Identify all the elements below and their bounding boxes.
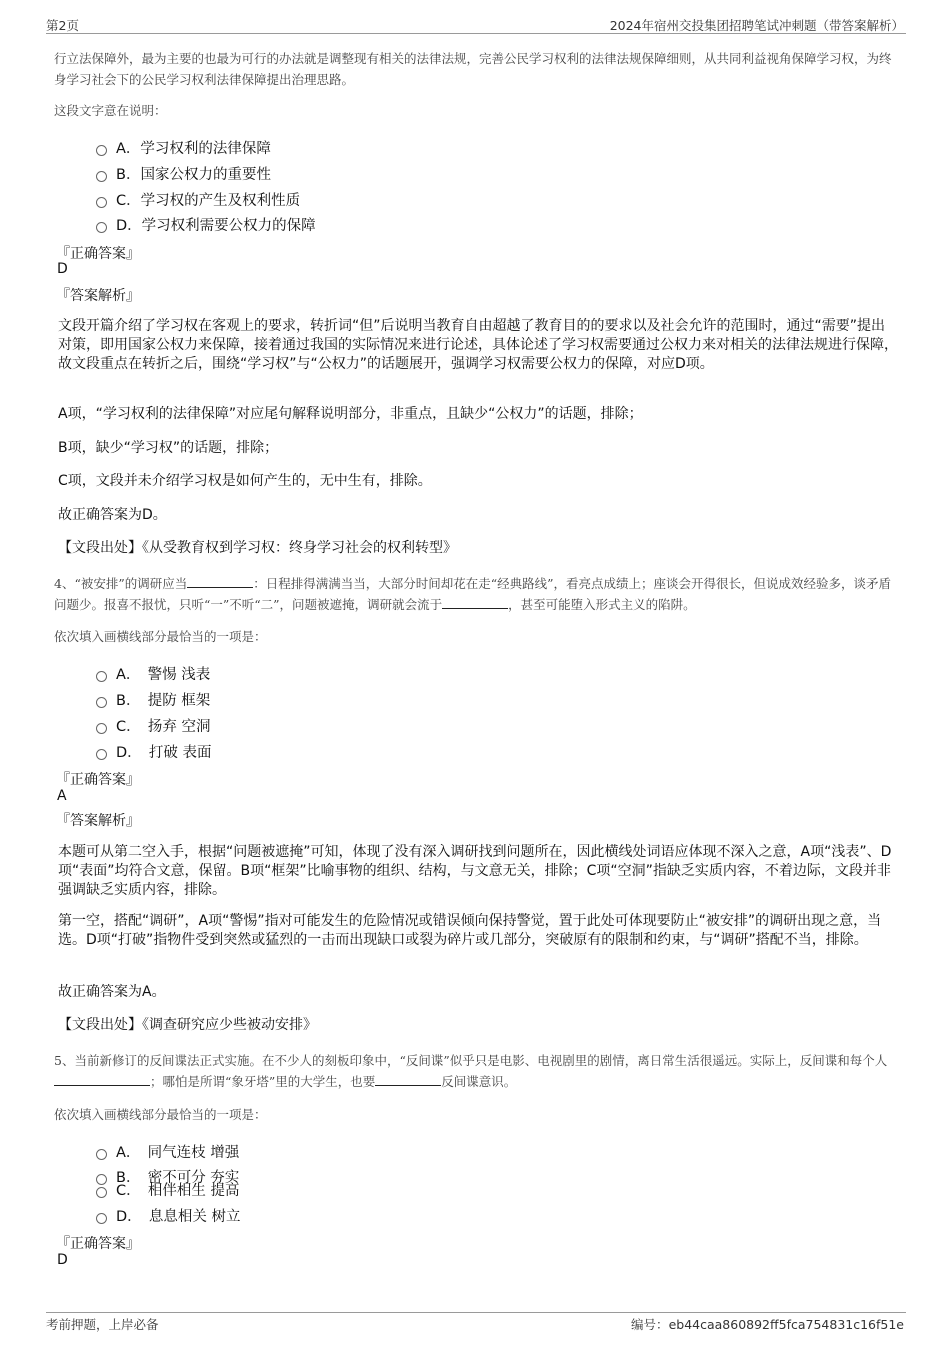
- page-number: 第2页: [46, 18, 79, 33]
- radio-icon[interactable]: [96, 749, 107, 760]
- radio-icon[interactable]: [96, 1149, 107, 1160]
- q5-option-a[interactable]: A． 同气连枝 增强: [96, 1141, 239, 1162]
- q4-answer-label: 『正确答案』: [56, 772, 140, 788]
- q4-analysis-p1: 本题可从第二空入手，根据“问题被遮掩”可知，体现了没有深入调研找到问题所在，因此横线处词语应体现不深入之意，A项“浅表”、D项“表面”均符合文意，保留。B项“框架”比喻事物的组织、结构，与文意无关，排除；C项“空洞”指缺乏实质内容，不着边际，文段并非强调缺乏实质内容，排除。: [58, 844, 892, 898]
- footer-slogan: 考前押题，上岸必备: [46, 1317, 159, 1332]
- q3-answer-label: 『正确答案』: [56, 246, 140, 262]
- q3-analysis-p2: A项，“学习权利的法律保障”对应尾句解释说明部分，非重点，且缺少“公权力”的话题，排除；: [58, 406, 643, 422]
- q4-option-d[interactable]: D． 打破 表面: [96, 741, 212, 762]
- radio-icon[interactable]: [96, 671, 107, 682]
- q5-blank-2: [375, 1072, 441, 1086]
- q4-stem: 4、“被安排”的调研应当 ：日程排得满满当当，大部分时间却花在走“经典路线”，看亮点成绩上；座谈会开得很长，但说成效经验多，谈矛盾问题少。报喜不报忧，只听“一”不听“二”，问题被遮掩，调研就会流于 ，甚至可能堕入形式主义的陷阱。: [54, 576, 892, 612]
- q3-option-d[interactable]: D．学习权利需要公权力的保障: [96, 214, 316, 235]
- q5-option-d[interactable]: D． 息息相关 树立: [96, 1205, 241, 1226]
- q4-source: 【文段出处】《调查研究应少些被动安排》: [58, 1017, 317, 1033]
- q4-blank-2: [442, 595, 508, 609]
- q5-answer-label: 『正确答案』: [56, 1236, 140, 1252]
- q4-option-a[interactable]: A． 警惕 浅表: [96, 663, 210, 684]
- radio-icon[interactable]: [96, 197, 107, 208]
- q5-stem: 5、当前新修订的反间谍法正式实施。在不少人的刻板印象中，“反间谍”似乎只是电影、电视剧里的剧情，离日常生活很遥远。实际上，反间谍和每个人；哪怕是所谓“象牙塔”里的大学生，也要 反间谍意识。: [54, 1053, 888, 1089]
- radio-icon[interactable]: [96, 145, 107, 156]
- radio-icon[interactable]: [96, 723, 107, 734]
- q5-option-b[interactable]: B． 密不可分 夯实: [96, 1166, 239, 1187]
- footer-divider: [46, 1312, 906, 1313]
- q5-option-c[interactable]: C． 相伴相生 提高: [96, 1179, 239, 1200]
- q4-option-b[interactable]: B． 提防 框架: [96, 689, 210, 710]
- radio-icon[interactable]: [96, 1213, 107, 1224]
- q3-source: 【文段出处】《从受教育权到学习权：终身学习社会的权利转型》: [58, 540, 457, 556]
- q3-analysis-label: 『答案解析』: [56, 288, 140, 304]
- q4-analysis-label: 『答案解析』: [56, 813, 140, 829]
- footer-code: 编号：eb44caa860892ff5fca754831c16f51e: [631, 1317, 904, 1332]
- q4-prompt: 依次填入画横线部分最恰当的一项是：: [54, 629, 267, 644]
- q3-analysis-p5: 故正确答案为D。: [58, 507, 167, 523]
- radio-icon[interactable]: [96, 697, 107, 708]
- radio-icon[interactable]: [96, 171, 107, 182]
- q4-analysis-p3: 故正确答案为A。: [58, 984, 166, 1000]
- radio-icon[interactable]: [96, 222, 107, 233]
- q3-prompt: 这段文字意在说明：: [54, 103, 167, 118]
- q3-analysis-p1: 文段开篇介绍了学习权在客观上的要求，转折词“但”后说明当教育自由超越了教育目的的要求以及社会允许的范围时，通过“需要”提出对策，即用国家公权力来保障，接着通过我国的实际情况来进行论述，具体论述了学习权需要通过公权力来对相关的法律法规进行保障，故文段重点在转折之后，围绕“学习权”与“公权力”的话题展开，强调学习权需要公权力的保障，对应D项。: [58, 318, 898, 372]
- q4-blank-1: [187, 574, 253, 588]
- q5-blank-1: [54, 1072, 150, 1086]
- q4-option-c[interactable]: C． 扬弃 空洞: [96, 715, 210, 736]
- document-title: 2024年宿州交投集团招聘笔试冲刺题（带答案解析）: [609, 18, 904, 33]
- q5-answer: D: [57, 1252, 68, 1268]
- q3-passage: 行立法保障外，最为主要的也最为可行的办法就是调整现有相关的法律法规，完善公民学习权利的法律法规保障细则，从共同利益视角保障学习权，为终身学习社会下的公民学习权利法律保障提出治理思路。: [54, 51, 892, 87]
- header-divider: [46, 33, 906, 34]
- q3-option-c[interactable]: C．学习权的产生及权利性质: [96, 189, 300, 210]
- q3-option-b[interactable]: B．国家公权力的重要性: [96, 163, 271, 184]
- q3-analysis-p4: C项，文段并未介绍学习权是如何产生的，无中生有，排除。: [58, 473, 432, 489]
- q4-analysis-p2: 第一空，搭配“调研”，A项“警惕”指对可能发生的危险情况或错误倾向保持警觉，置于此处可体现要防止“被安排”的调研出现之意，当选。D项“打破”指物件受到突然或猛烈的一击而出现缺口或裂为碎片或几部分，突破原有的限制和约束，与“调研”搭配不当，排除。: [58, 913, 882, 948]
- q3-analysis-p3: B项，缺少“学习权”的话题，排除；: [58, 440, 279, 456]
- q3-answer: D: [57, 261, 68, 277]
- radio-icon[interactable]: [96, 1187, 107, 1198]
- q3-option-a[interactable]: A．学习权利的法律保障: [96, 137, 271, 158]
- q5-prompt: 依次填入画横线部分最恰当的一项是：: [54, 1107, 267, 1122]
- q4-answer: A: [57, 788, 67, 804]
